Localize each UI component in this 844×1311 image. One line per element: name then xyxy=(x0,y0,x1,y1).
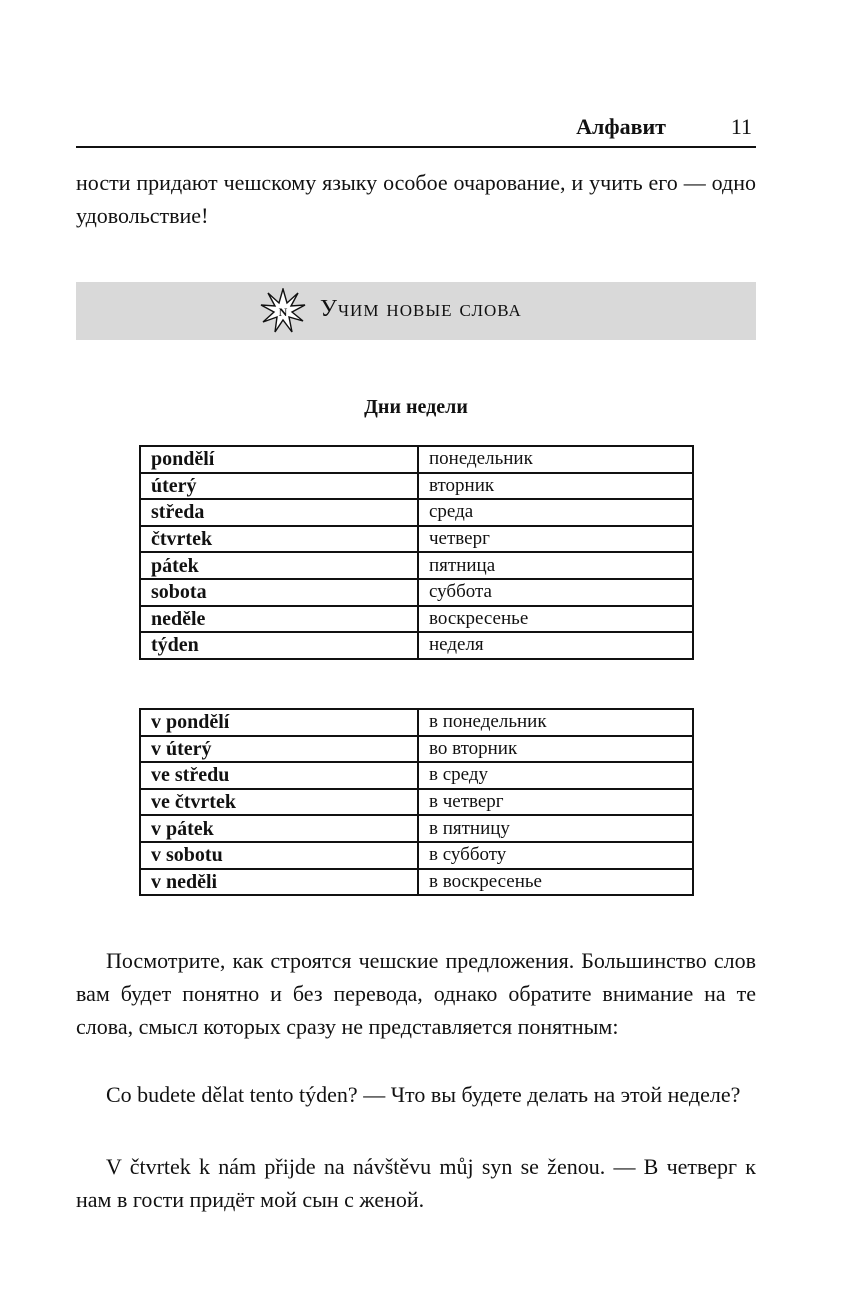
on-days-table xyxy=(139,708,694,896)
starburst-icon xyxy=(260,288,306,334)
russian-translation: во вторник xyxy=(418,736,693,763)
czech-phrase: v pondělí xyxy=(140,709,418,736)
czech-word: neděle xyxy=(140,606,418,633)
example-sentence: V čtvrtek k nám přijde na návštěvu můj syn se ženou. — В четверг к нам в гости придёт мой сын с женой. xyxy=(76,1154,756,1212)
table-row xyxy=(140,789,693,816)
table-row xyxy=(140,499,693,526)
russian-translation: вторник xyxy=(418,473,693,500)
russian-translation: суббота xyxy=(418,579,693,606)
russian-translation: в пятницу xyxy=(418,815,693,842)
czech-phrase: v pátek xyxy=(140,815,418,842)
table-row xyxy=(140,842,693,869)
table-row xyxy=(140,762,693,789)
russian-translation: в воскресенье xyxy=(418,869,693,896)
czech-word: sobota xyxy=(140,579,418,606)
table-row xyxy=(140,552,693,579)
russian-translation: в среду xyxy=(418,762,693,789)
table-row xyxy=(140,579,693,606)
table-row xyxy=(140,709,693,736)
czech-phrase: v úterý xyxy=(140,736,418,763)
table-row xyxy=(140,446,693,473)
table-row xyxy=(140,473,693,500)
table-row xyxy=(140,736,693,763)
table-row xyxy=(140,869,693,896)
table-row xyxy=(140,632,693,659)
body-paragraph: Посмотрите, как строятся чешские предложения. Большинство слов вам будет понятно и без перевода, однако обратите внимание на те слова, смысл которых сразу не представляется понятным: xyxy=(76,948,756,1039)
czech-phrase: ve čtvrtek xyxy=(140,789,418,816)
russian-translation: воскресенье xyxy=(418,606,693,633)
russian-translation: в четверг xyxy=(418,789,693,816)
days-table xyxy=(139,445,694,660)
russian-translation: среда xyxy=(418,499,693,526)
table-row xyxy=(140,606,693,633)
section-title: Учим новые слова xyxy=(320,296,522,322)
czech-word: středa xyxy=(140,499,418,526)
czech-word: pátek xyxy=(140,552,418,579)
czech-phrase: v sobotu xyxy=(140,842,418,869)
table-row xyxy=(140,815,693,842)
page-header xyxy=(76,112,756,148)
section-banner xyxy=(76,282,756,340)
running-title: Алфавит xyxy=(576,114,666,139)
table-row xyxy=(140,526,693,553)
intro-paragraph: ности придают чешскому языку особое очарование, и учить его — одно удовольствие! xyxy=(76,170,756,228)
czech-word: úterý xyxy=(140,473,418,500)
czech-word: čtvrtek xyxy=(140,526,418,553)
russian-translation: понедельник xyxy=(418,446,693,473)
russian-translation: четверг xyxy=(418,526,693,553)
russian-translation: в понедельник xyxy=(418,709,693,736)
russian-translation: в субботу xyxy=(418,842,693,869)
page-number: 11 xyxy=(730,114,752,139)
table-heading: Дни недели xyxy=(364,396,468,418)
czech-word: týden xyxy=(140,632,418,659)
example-sentence: Co budete dělat tento týden? — Что вы будете делать на этой неделе? xyxy=(106,1082,741,1107)
svg-text:N: N xyxy=(278,305,288,319)
russian-translation: пятница xyxy=(418,552,693,579)
russian-translation: неделя xyxy=(418,632,693,659)
czech-phrase: v neděli xyxy=(140,869,418,896)
czech-word: pondělí xyxy=(140,446,418,473)
czech-phrase: ve středu xyxy=(140,762,418,789)
